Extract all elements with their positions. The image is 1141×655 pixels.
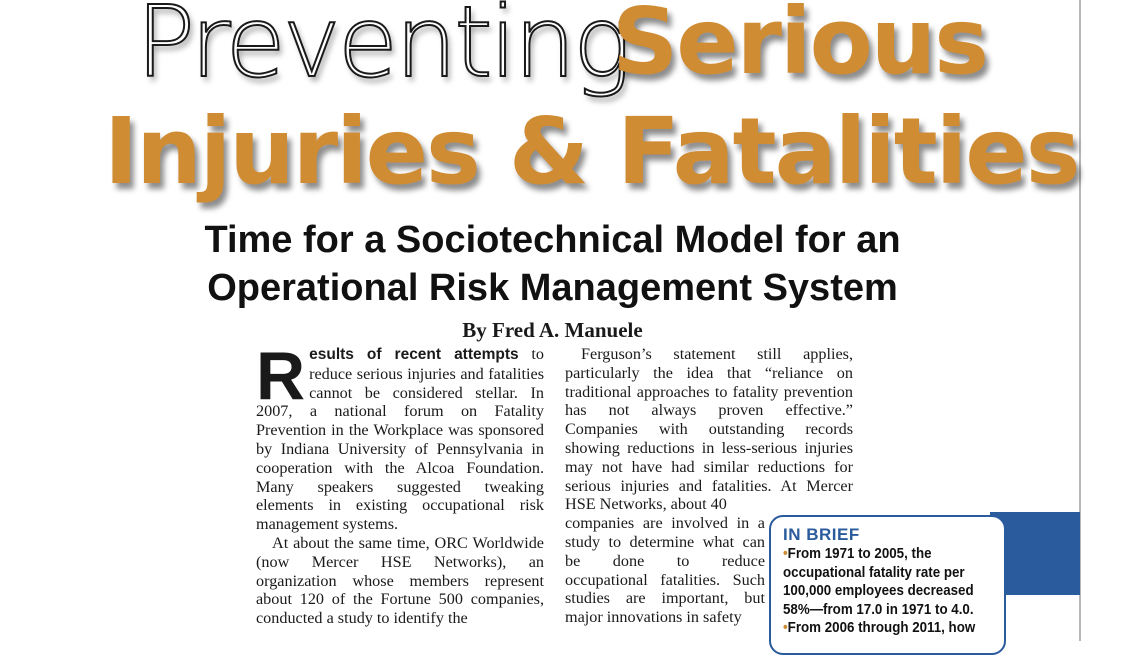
subtitle xyxy=(0,216,1105,312)
in-brief-box xyxy=(769,515,1006,655)
subtitle-line-1: Time for a Sociotechnical Model for an xyxy=(204,219,901,261)
in-brief-item xyxy=(783,619,1000,638)
in-brief-item-1: From 1971 to 2005, the occupational fatality rate per 100,000 employees decreased 58%—from 17.0 in 1971 to 4.0. xyxy=(783,546,974,618)
title-line-injuries-fatalities: Injuries & Fatalities xyxy=(104,98,1079,205)
title-word-serious: Serious xyxy=(612,0,988,95)
bullet-icon: • xyxy=(783,620,788,636)
paragraph-3: Ferguson’s statement still applies, particularly the idea that “reliance on traditional approaches to fatality prevention has not always proven effective.” Companies with outstanding records showing reductions in less-serious injuries may not have had similar reductions for serious injuries and fatalities. At Mercer HSE Networks, about 40 xyxy=(565,345,853,514)
paragraph-3-continued: companies are involved in a study to determine what can be done to reduce occupational fatalities. Such studies are important, but major innovations in safety xyxy=(565,514,765,627)
title-word-preventing: Preventing xyxy=(136,0,629,100)
bullet-icon: • xyxy=(783,546,788,562)
byline: By Fred A. Manuele xyxy=(462,318,643,342)
paragraph-1 xyxy=(256,338,545,534)
in-brief-title: IN BRIEF xyxy=(783,525,860,544)
in-brief-item-2: From 2006 through 2011, how xyxy=(787,620,976,636)
paragraph-2: At about the same time, ORC Worldwide (now Mercer HSE Networks), an organization whose members represent about 120 of the Fortune 500 companies, conducted a study to identify the xyxy=(256,533,544,628)
subtitle-line-2: Operational Risk Management System xyxy=(207,267,898,309)
paragraph-1-text: to reduce serious injuries and fatalities cannot be considered stellar. In 2007, a national forum on Fatality Prevention in the Workplace was sponsored by Indiana University of Pennsylvania in cooperation with the Alcoa Foundation. Many speakers suggested tweaking elements in existing occupational risk management systems. xyxy=(256,345,545,534)
drop-cap: R xyxy=(256,338,306,414)
in-brief-item xyxy=(783,545,1000,619)
lead-in: esults of recent attempts xyxy=(309,346,519,363)
text-column-1 xyxy=(256,338,545,628)
